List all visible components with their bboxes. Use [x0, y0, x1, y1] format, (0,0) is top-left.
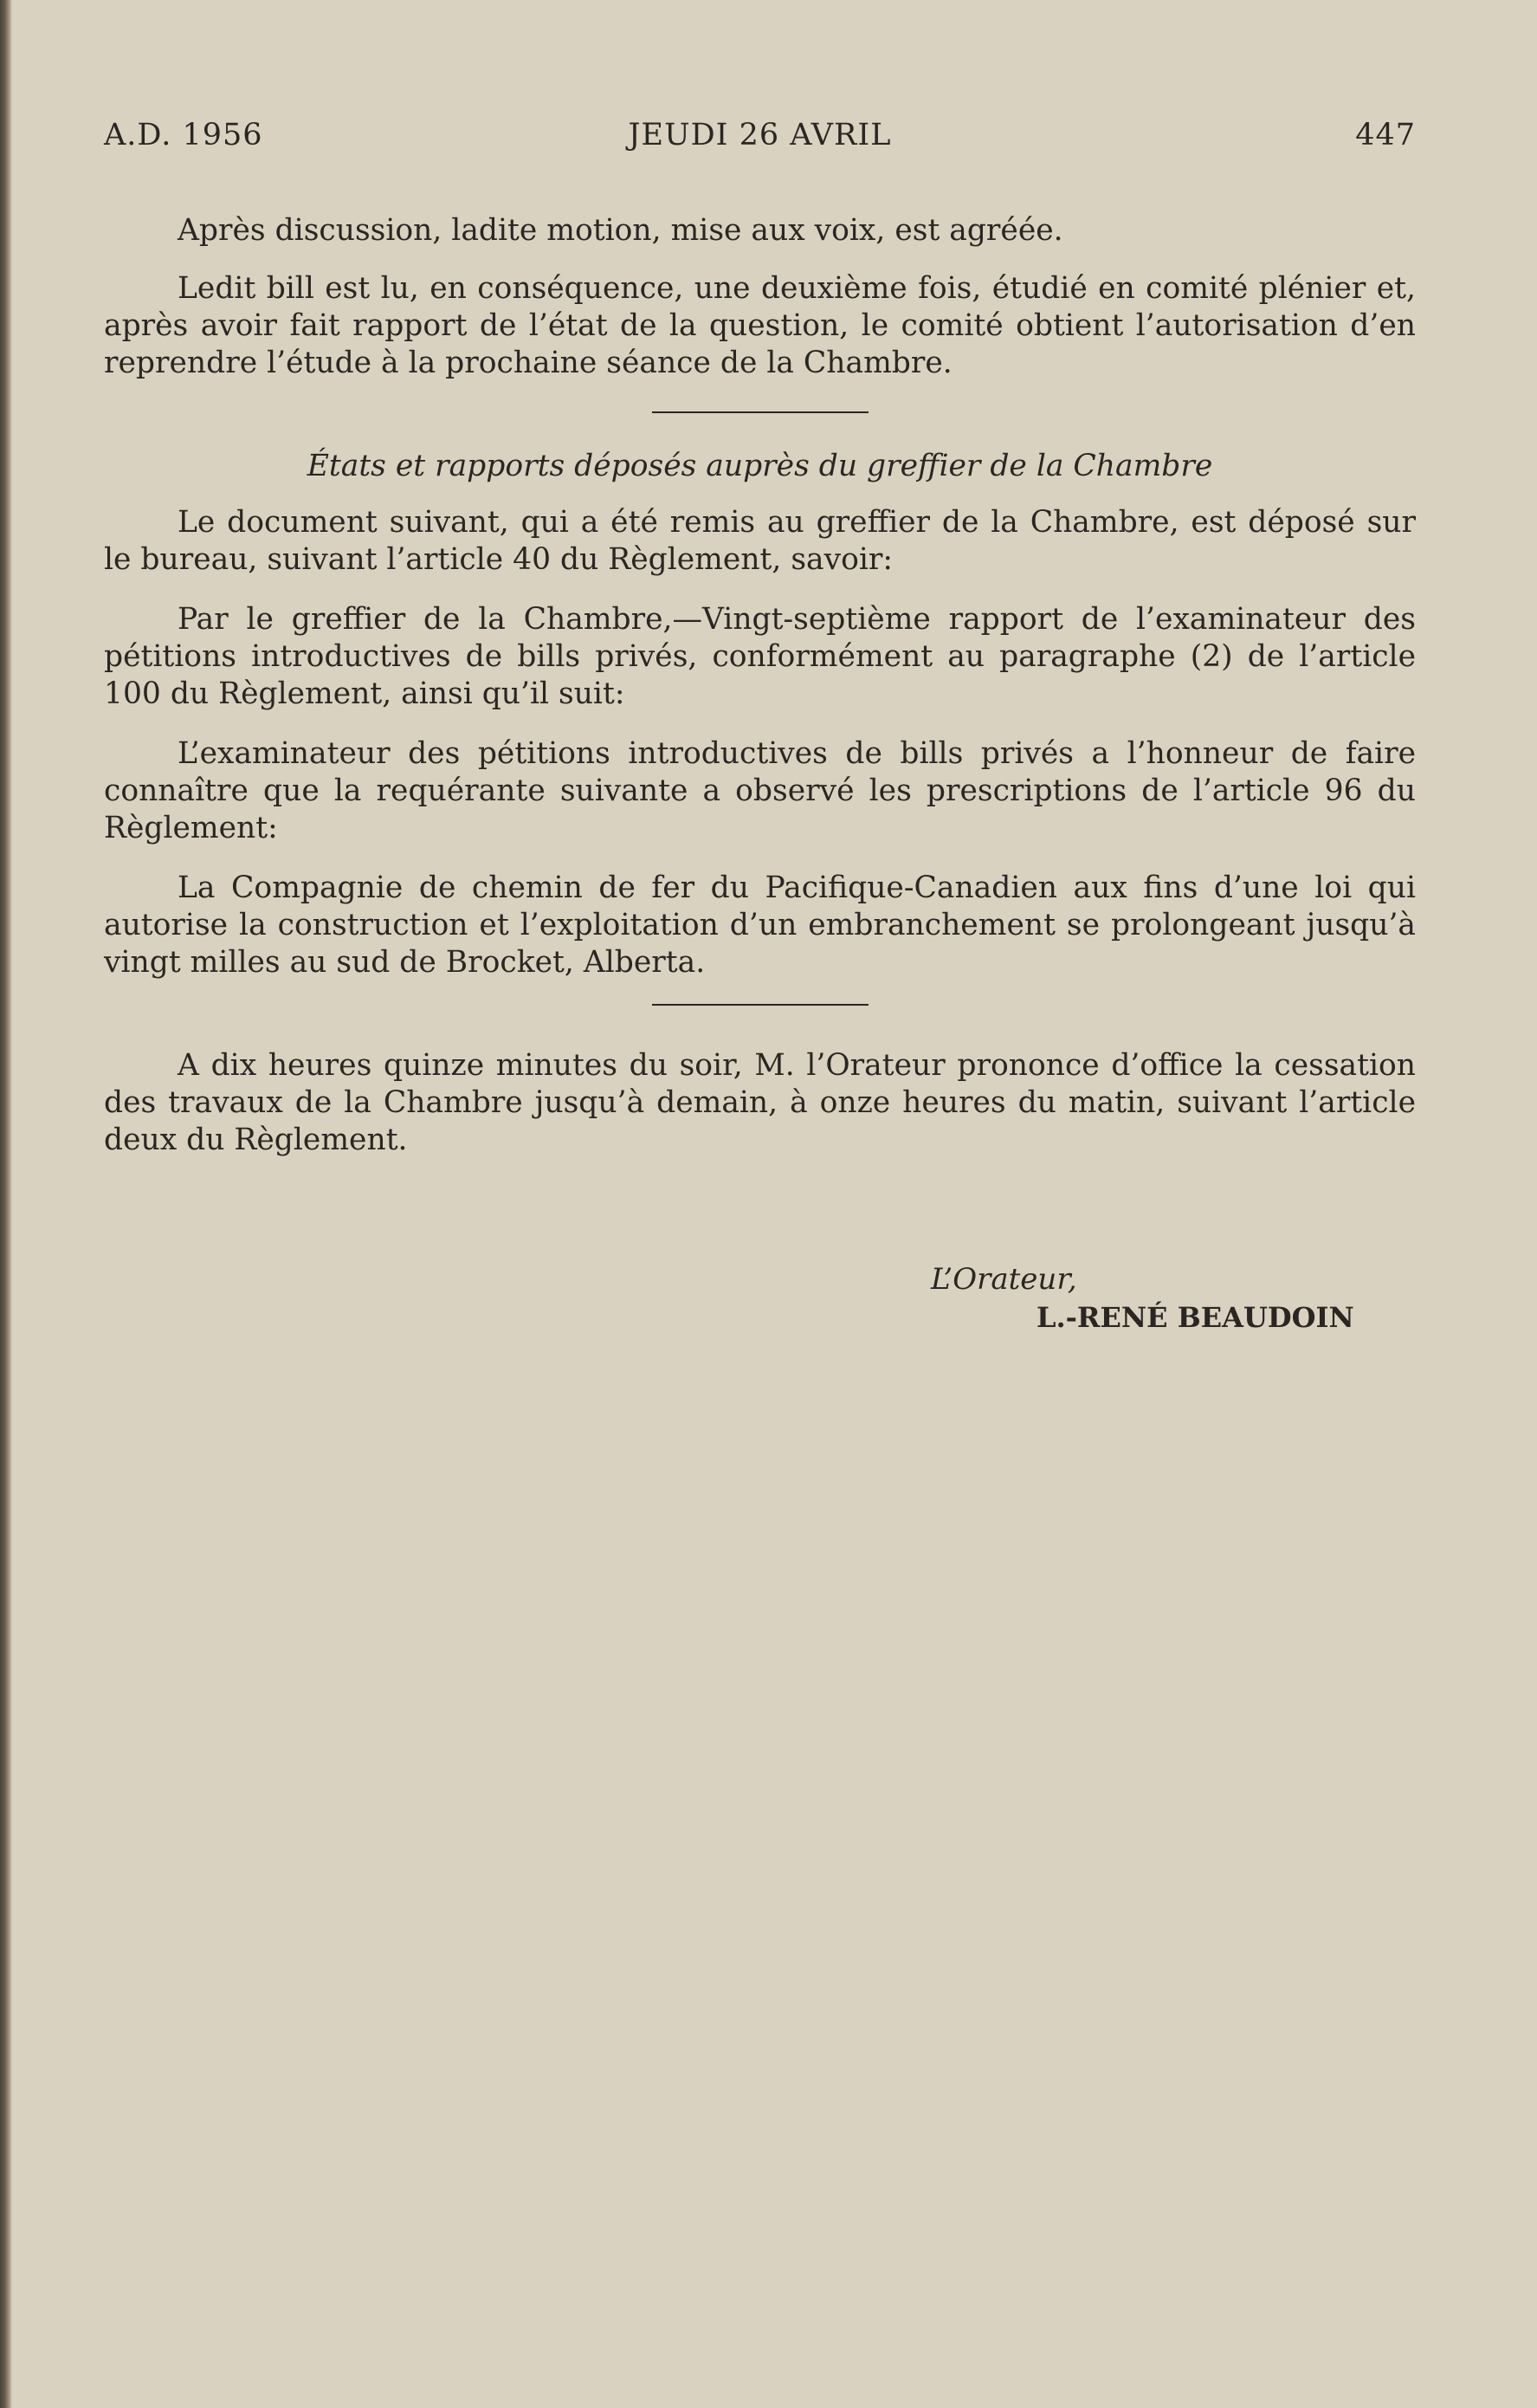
header-date: JEUDI 26 AVRIL: [628, 118, 892, 152]
body-text: [104, 212, 1416, 1181]
page-binding-edge: [0, 0, 12, 2408]
paragraph-railway-company: La Compagnie de chemin de fer du Pacifique-Canadien aux fins d’une loi qui autorise la construction et l’exploitation d’un embranchement se prolongeant jusqu’à vingt milles au sud de Brocket, Alberta.: [104, 871, 1416, 980]
page-number: 447: [1355, 118, 1416, 152]
paragraph-examiner: L’examinateur des pétitions introductives de bills privés a l’honneur de faire connaître que la requérante suivante a observé les prescriptions de l’article 96 du Règlement:: [104, 736, 1416, 845]
section-divider: [652, 411, 869, 413]
header-year: A.D. 1956: [104, 118, 263, 152]
running-header: [104, 118, 1416, 161]
signature-block: [931, 1260, 1354, 1337]
paragraph-document-tabled: Le document suivant, qui a été remis au greffier de la Chambre, est déposé sur le bureau, suivant l’article 40 du Règlement, savoir:: [104, 505, 1416, 577]
signature-role: L’Orateur,: [931, 1262, 1077, 1297]
paragraph-motion-agreed: Après discussion, ladite motion, mise aux voix, est agréée.: [178, 213, 1063, 248]
signature-name: L.-RENÉ BEAUDOIN: [1037, 1301, 1354, 1334]
section-title: États et rapports déposés auprès du greffier de la Chambre: [307, 449, 1213, 483]
paragraph-clerk-report: Par le greffier de la Chambre,—Vingt-septième rapport de l’examinateur des pétitions introductives de bills privés, conformément au paragraphe (2) de l’article 100 du Règlement, ainsi qu’il suit:: [104, 602, 1416, 711]
paragraph-adjournment: A dix heures quinze minutes du soir, M. l’Orateur prononce d’office la cessation des travaux de la Chambre jusqu’à demain, à onze heures du matin, suivant l’article deux du Règlement.: [104, 1048, 1416, 1157]
section-divider: [652, 1004, 869, 1006]
paragraph-bill-second-reading: Ledit bill est lu, en conséquence, une deuxième fois, étudié en comité plénier et, après avoir fait rapport de l’état de la question, le comité obtient l’autorisation d’en reprendre l’étude à la prochaine séance de la Chambre.: [104, 271, 1416, 380]
